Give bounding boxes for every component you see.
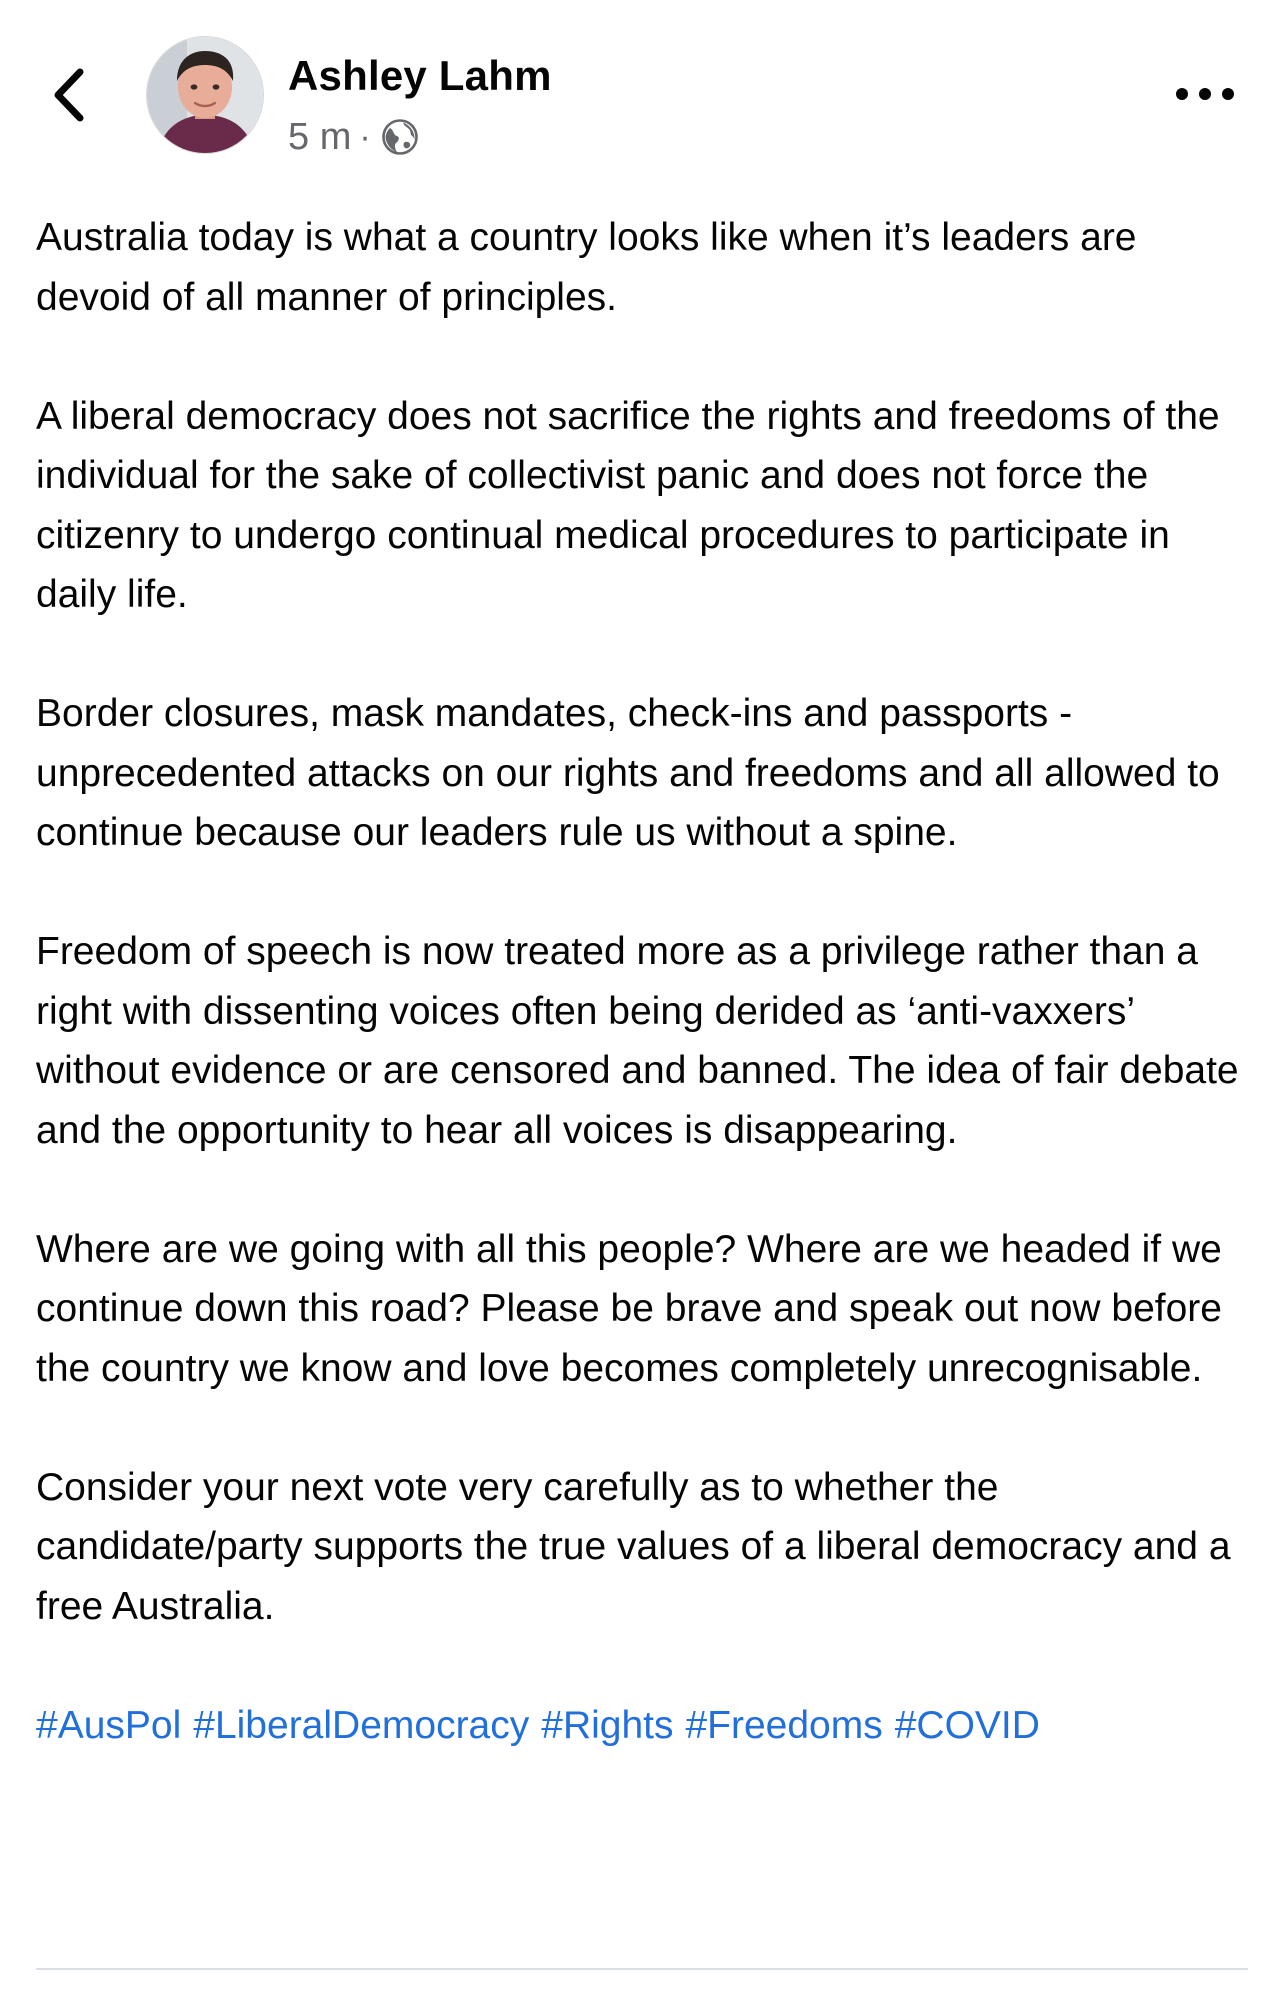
more-options-button[interactable]: [1176, 80, 1234, 108]
meta-separator: ·: [359, 117, 371, 156]
author-avatar[interactable]: [146, 36, 264, 154]
post-header: [0, 0, 1284, 190]
post-paragraph: Freedom of speech is now treated more as a privilege rather than a right with dissenting voices often being derided as ‘anti-vaxxers’ without evidence or are censored and banned. The idea of fair debate and the opportunity to hear all voices is disappearing.: [36, 930, 1239, 1152]
more-horizontal-icon-dot: [1222, 88, 1234, 100]
hashtag-list: [36, 1696, 1256, 1756]
author-name[interactable]: Ashley Lahm: [288, 52, 552, 99]
hashtag-link[interactable]: #COVID: [894, 1703, 1040, 1747]
hashtag-link[interactable]: #Freedoms: [685, 1703, 883, 1747]
more-horizontal-icon: [1176, 88, 1188, 100]
post-paragraph: A liberal democracy does not sacrifice the rights and freedoms of the individual for the sake of collectivist panic and does not force the citizenry to undergo continual medical procedures to participate in daily life.: [36, 394, 1220, 616]
post-paragraph: Border closures, mask mandates, check-ins and passports - unprecedented attacks on our rights and freedoms and all allowed to continue because our leaders rule us without a spine.: [36, 692, 1220, 854]
post-timestamp[interactable]: 5 m: [288, 115, 352, 158]
back-button[interactable]: [44, 62, 94, 128]
hashtag-link[interactable]: #Rights: [541, 1703, 674, 1747]
globe-icon: [381, 118, 419, 156]
hashtag-link[interactable]: #AusPol: [36, 1703, 182, 1747]
post-paragraph: Where are we going with all this people? Where are we headed if we continue down this road? Please be brave and speak out now before the country we know and love becomes completely unrecognisable.: [36, 1227, 1222, 1390]
post-meta: [288, 112, 419, 162]
avatar-photo: [147, 37, 263, 153]
more-horizontal-icon-dot: [1199, 88, 1211, 100]
post-paragraph: Australia today is what a country looks like when it’s leaders are devoid of all manner of principles.: [36, 216, 1137, 319]
post-paragraph: Consider your next vote very carefully as to whether the candidate/party supports the true values of a liberal democracy and a free Australia.: [36, 1465, 1231, 1628]
post-body: [36, 208, 1256, 1755]
hashtag-link[interactable]: #LiberalDemocracy: [193, 1703, 530, 1747]
post-divider: [36, 1968, 1248, 1970]
chevron-left-icon: [44, 62, 94, 128]
